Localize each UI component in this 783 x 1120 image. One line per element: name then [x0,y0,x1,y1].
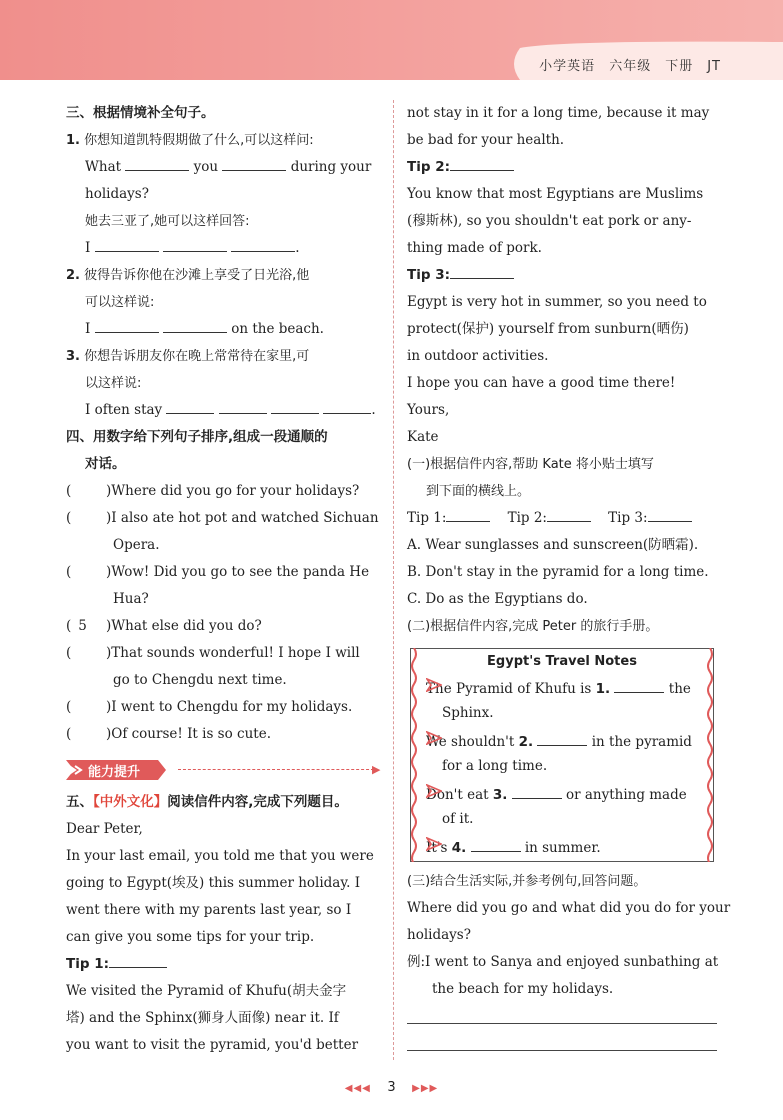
ordering-item [66,721,380,748]
notes-row-text: We shouldn't [426,734,519,750]
ordering-item [66,613,380,640]
ordering-item-text: )That sounds wonderful! I hope I will [106,645,360,661]
ordering-item-text: )What else did you do? [106,618,262,634]
section5-title-text: 阅读信件内容,完成下列题目。 [167,794,348,810]
notes-row-number: 4. [451,840,467,856]
text-line: Dear Peter, [66,821,143,837]
ordering-item-cont: go to Chengdu next time. [113,672,287,688]
part3-instruction: (三)结合生活实际,并参考例句,回答问题。 [407,874,647,889]
left-column [66,100,380,748]
q3-prompt-text: 你想告诉朋友你在晚上常常待在家里,可 [84,349,310,364]
text-line: (穆斯林), so you shouldn't eat pork or any- [407,213,692,229]
q1-prompt-text: 你想知道凯特假期做了什么,可以这样问: [84,133,314,148]
text-line: Kate [407,429,439,445]
ordering-item [66,478,380,505]
part3-example-cont: the beach for my holidays. [432,981,614,997]
ordering-item [66,559,380,586]
column-divider [393,100,394,1060]
pointer-arrow-icon [426,678,442,692]
q2-prompt-cont: 可以这样说: [85,295,155,310]
ordering-item-text: )Where did you go for your holidays? [106,483,360,499]
q1-answer-prompt: 她去三亚了,她可以这样回答: [85,214,250,229]
header-grade: 六年级 [609,59,652,74]
answer-blank[interactable] [271,399,319,414]
ordering-item-text: )Wow! Did you go to see the panda He [106,564,370,580]
part2-instruction: (二)根据信件内容,完成 Peter 的旅行手册。 [407,619,659,634]
section4-title: 四、用数字给下列句子排序,组成一段通顺的 [66,429,328,445]
banner-arrow-icon: ▶ [372,763,381,776]
text-line: can give you some tips for your trip. [66,929,315,945]
order-paren[interactable]: ( [66,645,76,661]
writing-line[interactable] [407,1023,717,1024]
answer-blank[interactable] [323,399,371,414]
answer-blank[interactable] [547,507,591,522]
answer-blank[interactable] [95,318,159,333]
tip3-label: Tip 3: [407,267,450,283]
q1-answer-line: I . [66,235,380,262]
part3-question-cont: holidays? [407,927,471,943]
text-line: In your last email, you told me that you were [66,848,374,864]
order-paren[interactable]: ( [66,510,76,526]
page-header [0,0,783,86]
ordering-item-text: )Of course! It is so cute. [106,726,271,742]
q2-prompt [66,262,380,289]
notes-row [426,678,691,697]
notes-blank[interactable] [512,784,562,799]
order-paren[interactable]: ( [66,699,76,715]
pointer-arrow-icon [426,837,442,851]
tip1-line [66,951,380,978]
tip2-text [407,181,719,262]
notes-row [426,731,692,750]
text-line: you want to visit the pyramid, you'd better [66,1037,359,1053]
tip2-blank[interactable] [450,156,514,171]
pointer-arrow-icon [426,784,442,798]
answer-blank[interactable] [446,507,490,522]
text-line: A. Wear sunglasses and sunscreen(防晒霜). [407,537,699,553]
right-arrows-icon: ▶▶▶ [412,1083,439,1094]
q1-word: I [85,240,91,256]
page-number: 3 [387,1080,396,1095]
tip2-line [407,154,719,181]
text-line: You know that most Egyptians are Muslims [407,186,704,202]
ability-banner [66,760,380,780]
part3-question: Where did you go and what did you do for your [407,900,731,916]
banner-label: 能力提升 [88,765,141,780]
notes-row-number: 3. [492,787,508,803]
notes-row-text: It's [426,840,452,856]
q2-number: 2. [66,268,80,283]
text-line: Yours, [407,402,450,418]
tips-row-label: Tip 1: [407,510,447,526]
pointer-arrow-icon [426,731,442,745]
q3-answer-line: I often stay . [66,397,380,424]
text-line: We visited the Pyramid of Khufu(胡夫金字 [66,983,347,999]
answer-blank[interactable] [125,156,189,171]
section5-left [66,789,380,1059]
answer-blank[interactable] [163,318,227,333]
text-line: B. Don't stay in the pyramid for a long time. [407,564,709,580]
text-line: not stay in it for a long time, because it may [407,105,710,121]
tip1-text [66,978,380,1059]
notes-row-text: The Pyramid of Khufu is [426,681,596,697]
text-line: in outdoor activities. [407,348,549,364]
header-subject: 小学英语 [539,59,596,74]
q2-answer-line [66,316,380,343]
notes-row [426,784,687,803]
tip3-line [407,262,719,289]
notes-row-number: 1. [595,681,611,697]
answer-blank[interactable] [219,399,267,414]
order-paren[interactable]: ( 5 [66,613,106,640]
text-line: I hope you can have a good time there! [407,375,676,391]
letter-body [66,816,380,951]
culture-tag: 【中外文化】 [93,794,168,810]
notes-blank[interactable] [614,678,664,693]
notes-blank[interactable] [537,731,587,746]
right-column [407,100,719,640]
tip2-label: Tip 2: [407,159,450,175]
ordering-item-cont: Hua? [113,591,149,607]
answer-blank[interactable] [231,237,295,252]
tip3-text [407,289,719,451]
answer-blank[interactable] [163,237,227,252]
tips-blank-row [407,505,719,532]
q3-prompt-cont: 以这样说: [85,376,142,391]
text-line: 塔) and the Sphinx(狮身人面像) near it. If [66,1010,339,1026]
q1-question-cont: holidays? [85,186,149,202]
writing-line[interactable] [407,1050,717,1051]
order-paren[interactable]: ( [66,564,76,580]
header-volume: 下册 [665,59,694,74]
ordering-item [66,640,380,667]
page-footer [0,1080,783,1095]
q1-word: What [85,159,122,175]
answer-blank[interactable] [222,156,286,171]
options-list [407,532,719,613]
q3-number: 3. [66,349,80,364]
notes-row-cont: of it. [442,811,474,827]
text-line: went there with my parents last year, so I [66,902,352,918]
part1-instruction: (一)根据信件内容,帮助 Kate 将小贴士填写 [407,457,654,472]
tips-row-label: Tip 3: [608,510,648,526]
text-line: be bad for your health. [407,132,565,148]
text-line: Egypt is very hot in summer, so you need to [407,294,707,310]
part1-instruction-cont: 到下面的横线上。 [426,484,531,499]
notes-row-number: 2. [518,734,534,750]
order-paren[interactable]: ( [66,483,76,499]
ordering-item [66,505,380,532]
ordering-list [66,478,380,748]
banner-dashed-line [178,769,374,770]
q1-question-line [66,154,380,181]
text-line: thing made of pork. [407,240,542,256]
travel-notes-box [410,648,714,862]
text-line: going to Egypt(埃及) this summer holiday. I [66,875,361,891]
tip1-blank[interactable] [109,953,167,968]
tip1-text-cont [407,100,719,154]
tip3-blank[interactable] [450,264,514,279]
notes-title: Egypt's Travel Notes [487,654,637,669]
q1-prompt [66,127,380,154]
q1-word: during your [290,159,372,175]
q2-word: I [85,321,91,337]
notes-row-cont: for a long time. [442,758,548,774]
notes-row-cont: Sphinx. [442,705,494,721]
ordering-item-text: )I also ate hot pot and watched Sichuan [106,510,379,526]
section5-number: 五、 [66,794,93,810]
section4-title-cont: 对话。 [85,456,126,472]
notes-row-text: Don't eat [426,787,493,803]
answer-blank[interactable] [166,399,214,414]
q2-prompt-text: 彼得告诉你他在沙滩上享受了日光浴,他 [84,268,310,283]
order-paren[interactable]: ( [66,726,76,742]
part3 [407,868,731,1003]
notes-blank[interactable] [471,837,521,852]
header-book-info [525,55,721,74]
ordering-item-cont: Opera. [113,537,160,553]
ordering-item-text: )I went to Chengdu for my holidays. [106,699,353,715]
notes-row-text: in the pyramid [591,734,692,750]
text-line: C. Do as the Egyptians do. [407,591,588,607]
q2-word: on the beach. [231,321,324,337]
notes-row-text: or anything made [565,787,687,803]
notes-row [426,837,601,856]
tips-row-label: Tip 2: [507,510,547,526]
section3-title: 三、根据情境补全句子。 [66,105,215,121]
text-line: protect(保护) yourself from sunburn(晒伤) [407,321,689,337]
ordering-item [66,694,380,721]
section5-title [66,789,380,816]
q1-number: 1. [66,133,80,148]
header-edition: JT [707,59,721,74]
q1-word: you [193,159,219,175]
part3-example: 例:I went to Sanya and enjoyed sunbathing at [407,954,719,970]
q3-word: I often stay [85,402,163,418]
notes-row-text: in summer. [524,840,601,856]
answer-blank[interactable] [95,237,159,252]
left-arrows-icon: ◀◀◀ [344,1083,371,1094]
q3-prompt [66,343,380,370]
tip1-label: Tip 1: [66,956,109,972]
answer-blank[interactable] [648,507,692,522]
order-value[interactable]: 5 [78,618,87,634]
notes-row-text: the [668,681,691,697]
